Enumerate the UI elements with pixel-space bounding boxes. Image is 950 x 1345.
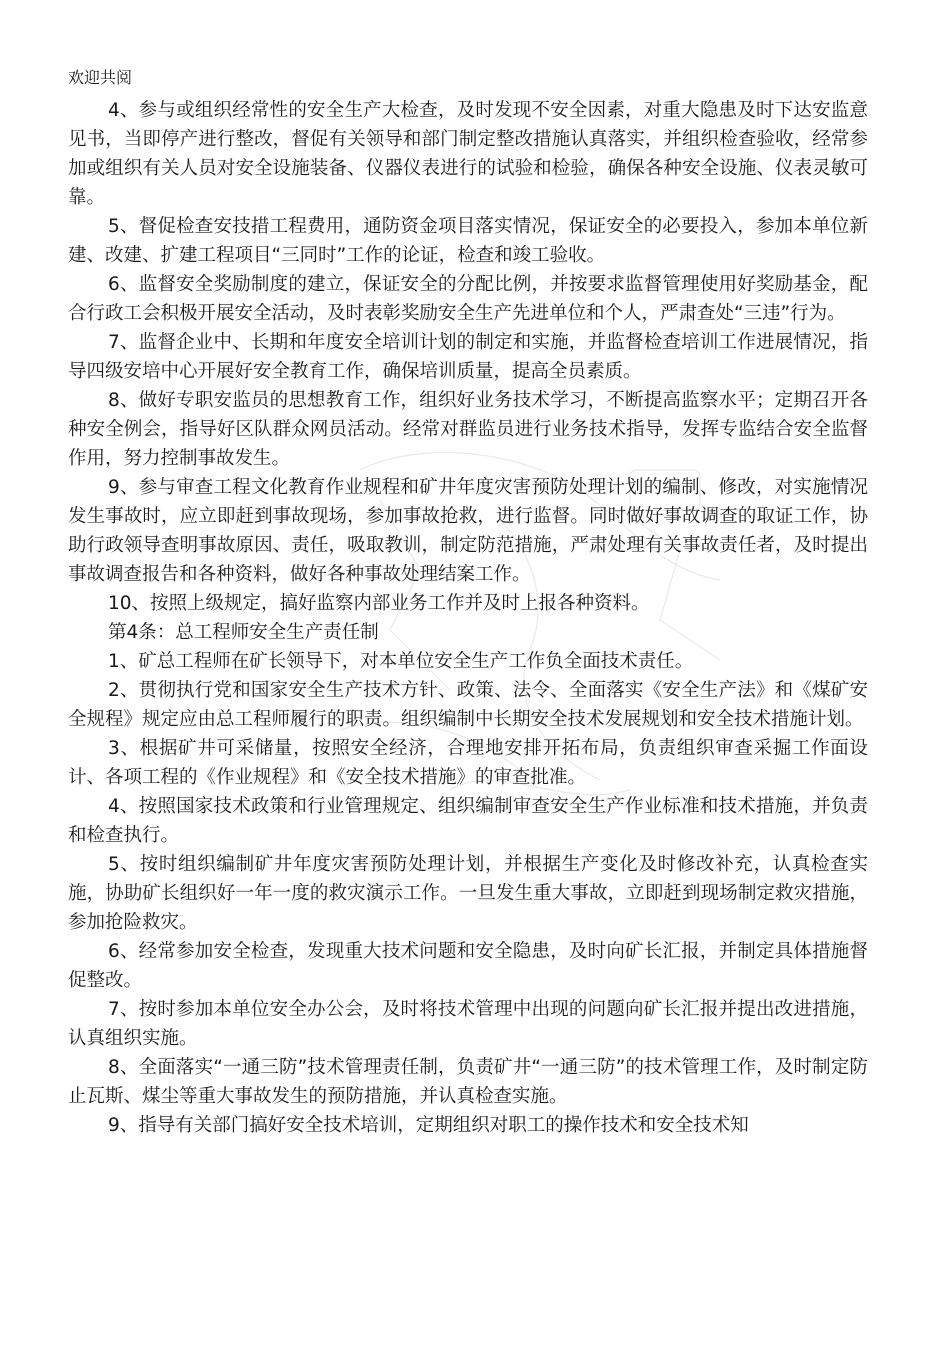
- paragraph: 8、做好专职安监员的思想教育工作，组织好业务技术学习，不断提高监察水平；定期召开各种安全例会，指导好区队群众网员活动。经常对群监员进行业务技术指导，发挥专监结合安全监督作用，努力控制事故发生。: [68, 390, 868, 469]
- paragraph: 3、根据矿井可采储量，按照安全经济，合理地安排开拓布局，负责组织审查采掘工作面设计、各项工程的《作业规程》和《安全技术措施》的审查批准。: [68, 738, 868, 788]
- paragraph: 4、按照国家技术政策和行业管理规定、组织编制审查安全生产作业标准和技术措施，并负责和检查执行。: [68, 796, 868, 846]
- paragraph: 4、参与或组织经常性的安全生产大检查，及时发现不安全因素，对重大隐患及时下达安监意见书，当即停产进行整改，督促有关领导和部门制定整改措施认真落实，并组织检查验收，经常参加或组织有关人员对安全设施装备、仪器仪表进行的试验和检验，确保各种安全设施、仪表灵敏可靠。: [68, 100, 868, 208]
- document-body: [68, 96, 868, 1140]
- paragraph: 8、全面落实“一通三防”技术管理责任制，负责矿井“一通三防”的技术管理工作，及时制定防止瓦斯、煤尘等重大事故发生的预防措施，并认真检查实施。: [68, 1057, 868, 1107]
- paragraph: 6、经常参加安全检查，发现重大技术问题和安全隐患，及时向矿长汇报，并制定具体措施督促整改。: [68, 941, 868, 991]
- section-heading: 第4条：总工程师安全生产责任制: [108, 622, 379, 643]
- paragraph: 6、监督安全奖励制度的建立，保证安全的分配比例，并按要求监督管理使用好奖励基金，配合行政工会积极开展安全活动，及时表彰奖励安全生产先进单位和个人，严肃查处“三违”行为。: [68, 274, 868, 324]
- paragraph: 5、按时组织编制矿井年度灾害预防处理计划，并根据生产变化及时修改补充，认真检查实施，协助矿长组织好一年一度的救灾演示工作。一旦发生重大事故，立即赶到现场制定救灾措施，参加抢险救灾。: [68, 854, 868, 933]
- page-header: 欢迎共阅: [68, 68, 133, 87]
- paragraph: 1、矿总工程师在矿长领导下，对本单位安全生产工作负全面技术责任。: [108, 651, 694, 672]
- paragraph: 10、按照上级规定，搞好监察内部业务工作并及时上报各种资料。: [108, 593, 650, 614]
- paragraph: 5、督促检查安技措工程费用，通防资金项目落实情况，保证安全的必要投入，参加本单位新建、改建、扩建工程项目“三同时”工作的论证，检查和竣工验收。: [68, 216, 868, 266]
- paragraph: 9、指导有关部门搞好安全技术培训，定期组织对职工的操作技术和安全技术知: [108, 1115, 749, 1136]
- paragraph: 7、监督企业中、长期和年度安全培训计划的制定和实施，并监督检查培训工作进展情况，指导四级安培中心开展好安全教育工作，确保培训质量，提高全员素质。: [68, 332, 868, 382]
- paragraph: 2、贯彻执行党和国家安全生产技术方针、政策、法令、全面落实《安全生产法》和《煤矿安全规程》规定应由总工程师履行的职责。组织编制中长期安全技术发展规划和安全技术措施计划。: [68, 680, 868, 730]
- paragraph: 7、按时参加本单位安全办公会，及时将技术管理中出现的问题向矿长汇报并提出改进措施，认真组织实施。: [68, 999, 868, 1049]
- paragraph: 9、参与审查工程文化教育作业规程和矿井年度灾害预防处理计划的编制、修改，对实施情况发生事故时，应立即赶到事故现场，参加事故抢救，进行监督。同时做好事故调查的取证工作，协助行政领导查明事故原因、责任，吸取教训，制定防范措施，严肃处理有关事故责任者，及时提出事故调查报告和各种资料，做好各种事故处理结案工作。: [68, 477, 868, 585]
